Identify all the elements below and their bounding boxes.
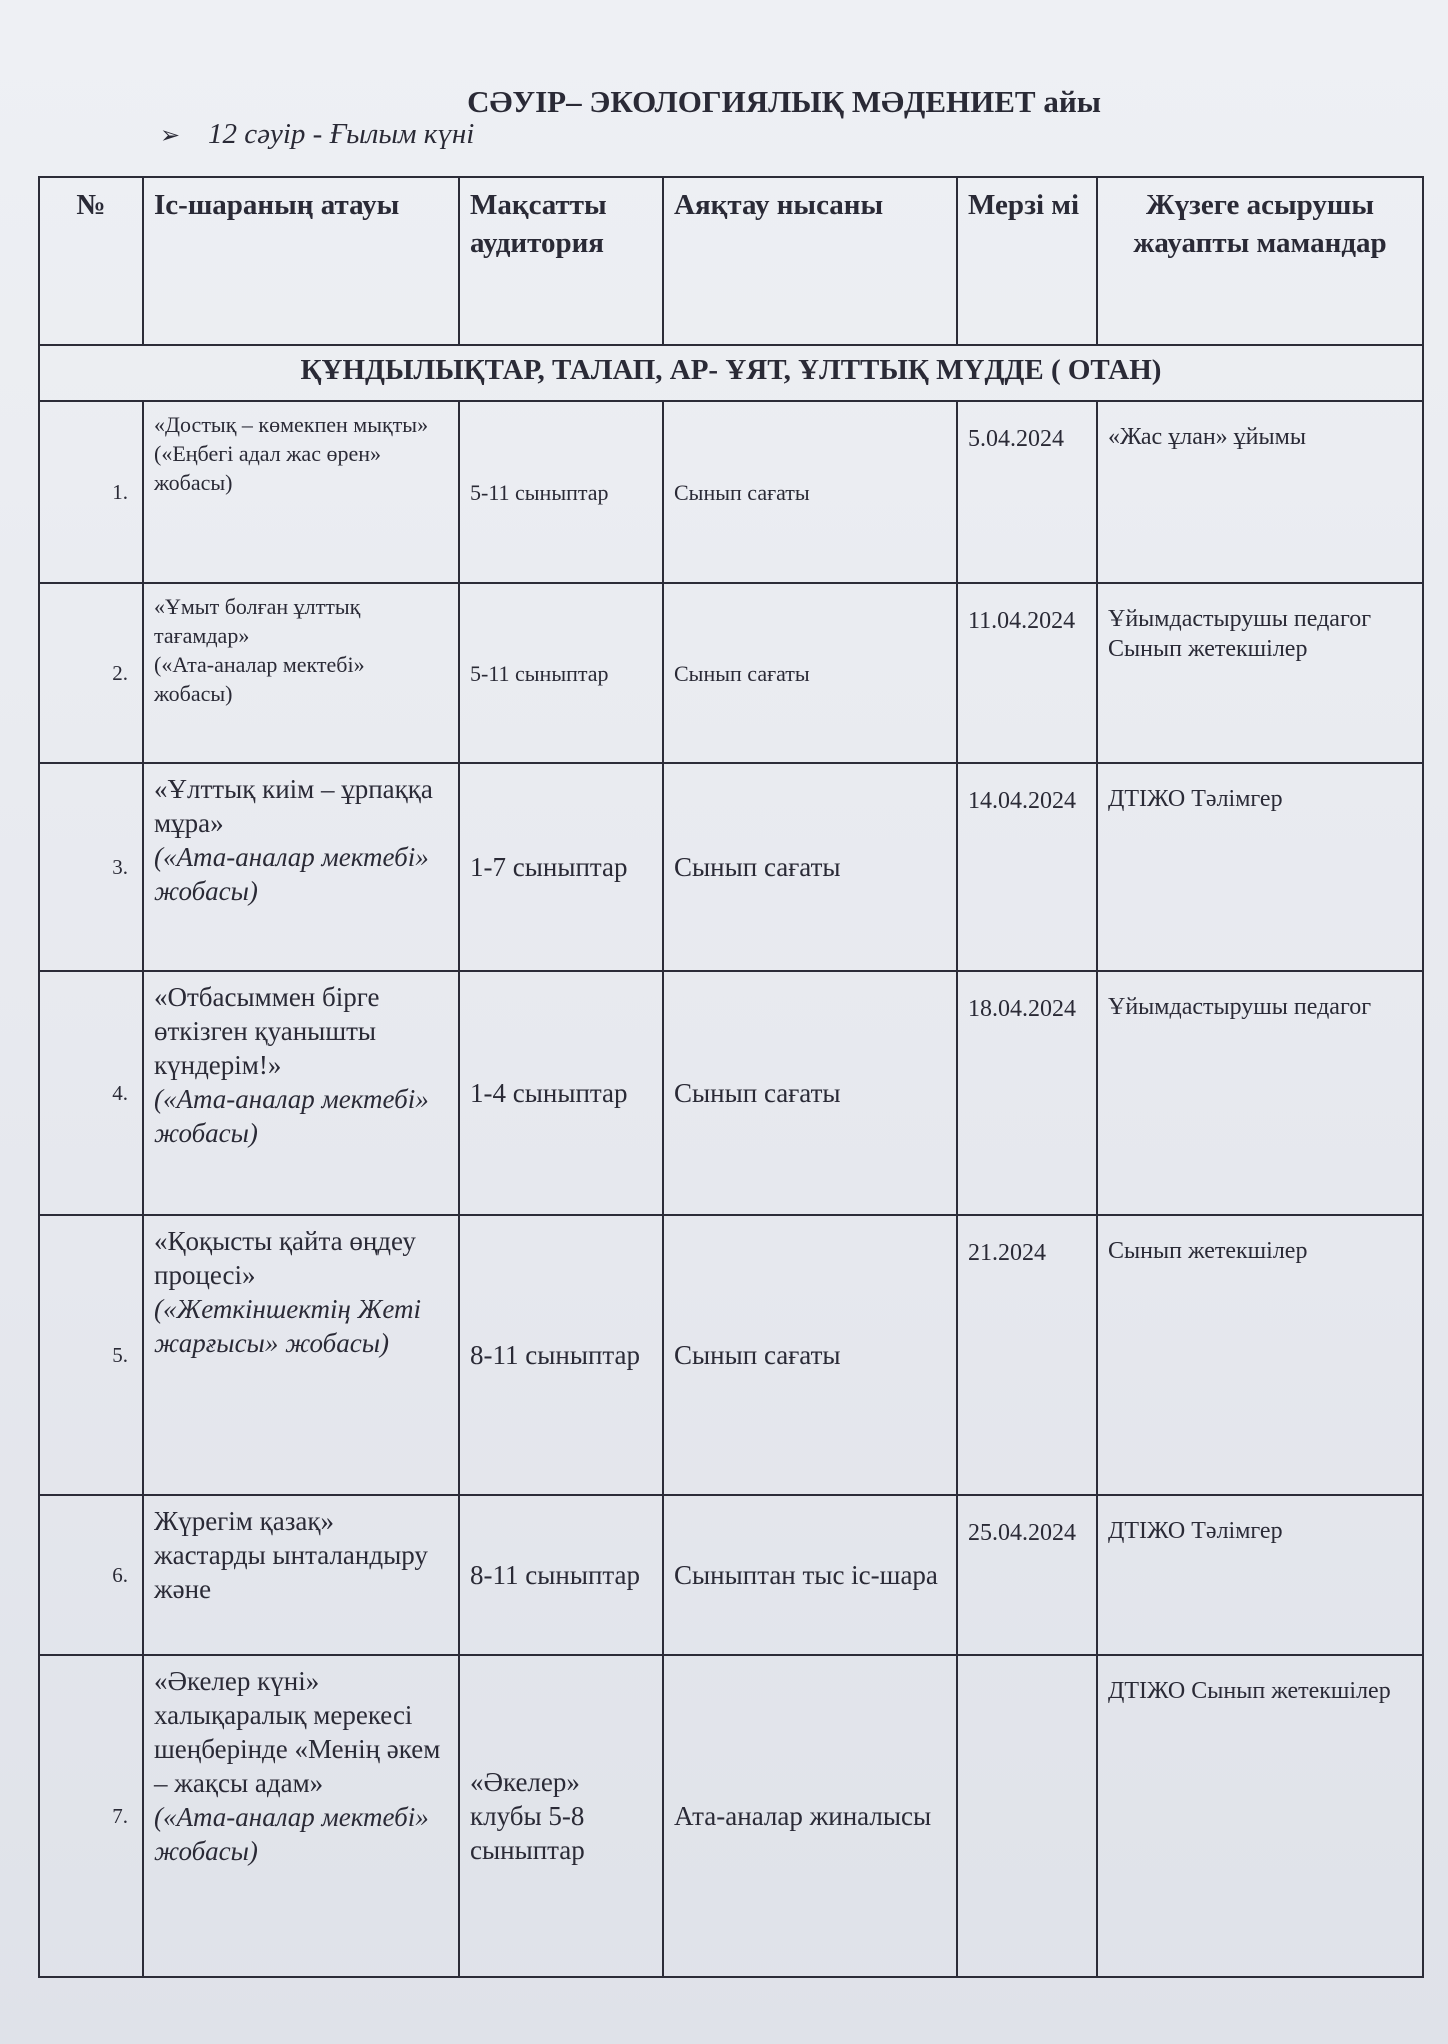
table-row [39,763,1423,971]
responsible-staff: Ұйымдастырушы педагог Сынып жетекшілер [1097,583,1423,763]
target-audience: 1-7 сыныптар [459,763,663,971]
event-name [143,1655,459,1977]
row-number: 1. [39,401,143,583]
row-number: 3. [39,763,143,971]
header-date: Мерзі мі [957,177,1097,345]
event-title: «Отбасыммен бірге өткізген қуанышты күндерім!» [154,982,380,1080]
event-project-note: («Жеткіншектің Жеті жарғысы» жобасы) [154,1294,422,1358]
responsible-staff: ДТІЖО Тәлімгер [1097,763,1423,971]
responsible-staff: Ұйымдастырушы педагог [1097,971,1423,1215]
event-project-note: («Ата-аналар мектебі» жобасы) [154,842,429,906]
event-project-note: («Ата-аналар мектебі» жобасы) [154,652,365,706]
header-audience: Мақсатты аудитория [459,177,663,345]
completion-form: Сынып сағаты [663,1215,957,1495]
header-no: № [39,177,143,345]
event-name [143,401,459,583]
event-date: 25.04.2024 [957,1495,1097,1655]
completion-form: Сынып сағаты [663,971,957,1215]
completion-form: Сыныптан тыс іс-шара [663,1495,957,1655]
event-title: «Ұмыт болған ұлттық тағамдар» [154,594,361,648]
event-title: Жүрегім қазақ» жастарды ынталандыру және [154,1506,428,1604]
table-row [39,401,1423,583]
target-audience: «Әкелер» клубы 5-8 сыныптар [459,1655,663,1977]
subtitle-line [160,118,474,151]
event-project-note: («Еңбегі адал жас өрен» жобасы) [154,441,382,495]
events-table [38,176,1424,1978]
header-form: Аяқтау нысаны [663,177,957,345]
event-date [957,1655,1097,1977]
target-audience: 8-11 сыныптар [459,1215,663,1495]
responsible-staff: ДТІЖО Сынып жетекшілер [1097,1655,1423,1977]
event-project-note: («Ата-аналар мектебі» жобасы) [154,1084,429,1148]
target-audience: 1-4 сыныптар [459,971,663,1215]
event-title: «Ұлттық киім – ұрпаққа мұра» [154,774,433,838]
event-date: 18.04.2024 [957,971,1097,1215]
event-date: 5.04.2024 [957,401,1097,583]
responsible-staff: «Жас ұлан» ұйымы [1097,401,1423,583]
event-project-note: («Ата-аналар мектебі» жобасы) [154,1802,429,1866]
table-header-row [39,177,1423,345]
events-table-wrap [38,176,1422,1978]
table-row [39,971,1423,1215]
table-row [39,583,1423,763]
table-row [39,1215,1423,1495]
event-date: 11.04.2024 [957,583,1097,763]
completion-form: Сынып сағаты [663,763,957,971]
row-number: 6. [39,1495,143,1655]
event-date: 14.04.2024 [957,763,1097,971]
completion-form: Сынып сағаты [663,583,957,763]
header-responsible: Жүзеге асырушы жауапты мамандар [1097,177,1423,345]
table-row [39,1655,1423,1977]
table-row [39,1495,1423,1655]
row-number: 7. [39,1655,143,1977]
target-audience: 5-11 сыныптар [459,583,663,763]
completion-form: Ата-аналар жиналысы [663,1655,957,1977]
event-title: «Қоқысты қайта өңдеу процесі» [154,1226,416,1290]
event-name [143,1215,459,1495]
responsible-staff: ДТІЖО Тәлімгер [1097,1495,1423,1655]
event-date: 21.2024 [957,1215,1097,1495]
target-audience: 5-11 сыныптар [459,401,663,583]
row-number: 5. [39,1215,143,1495]
row-number: 2. [39,583,143,763]
completion-form: Сынып сағаты [663,401,957,583]
row-number: 4. [39,971,143,1215]
event-title: «Достық – көмекпен мықты» [154,412,429,437]
section-row [39,345,1423,401]
header-name: Іс-шараның атауы [143,177,459,345]
event-name [143,583,459,763]
page-title: СӘУІР– ЭКОЛОГИЯЛЫҚ МӘДЕНИЕТ айы [467,84,1101,119]
event-name [143,1495,459,1655]
event-title: «Әкелер күні» халықаралық мерекесі шеңберінде «Менің әкем – жақсы адам» [154,1666,441,1798]
section-title: ҚҰНДЫЛЫҚТАР, ТАЛАП, АР- ҰЯТ, ҰЛТТЫҚ МҮДДЕ ( ОТАН) [39,345,1423,401]
arrow-bullet-icon: ➢ [160,123,181,149]
target-audience: 8-11 сыныптар [459,1495,663,1655]
subtitle-text: 12 сәуір - Ғылым күні [208,118,475,150]
event-name [143,971,459,1215]
event-name [143,763,459,971]
responsible-staff: Сынып жетекшілер [1097,1215,1423,1495]
